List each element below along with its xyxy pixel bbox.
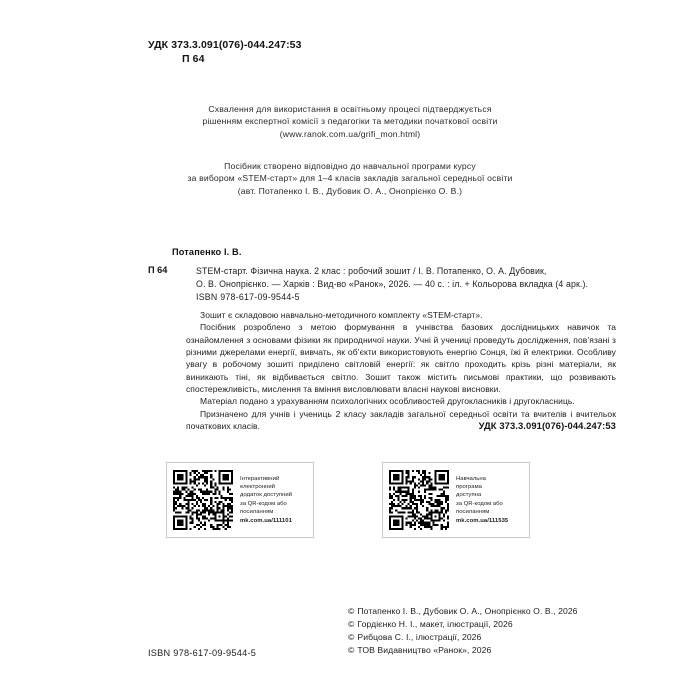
qr-code-icon[interactable] [173,470,233,530]
qr-text-line-3: додаток доступний [240,492,293,499]
bib-description-line-2: О. В. Онопрієнко. — Харків : Вид-во «Ранок», 2026. — 40 с. : іл. + Кольорова вкладка (4 арк.). [196,278,589,289]
annotation-text [186,309,616,432]
qr-panels [0,462,700,540]
copyright-symbol: © [348,645,355,656]
annotation-paragraph-4: Призначено для учнів і учениць 2 класу закладів загальної середньої освіти та вчителів і вчительок початкових класів. [186,408,616,432]
copyright-entry [348,605,578,618]
copyright-symbol: © [348,632,355,643]
bib-description-line-1: STEM-старт. Фізична наука. 2 клас : робочий зошит / І. В. Потапенко, О. А. Дубовик, [196,266,547,276]
copyright-entry-text: Гордієнко Н. І., макет, ілюстрації, 2026 [357,619,513,630]
qr-panel-text [240,475,292,525]
qr-panel-text [456,475,508,525]
program-note-line-1: Посібник створено відповідно до навчальної програми курсу [224,161,476,171]
copyright-entry-text: Рибцова С. І., ілюстрації, 2026 [357,632,482,643]
qr-text-line-3: доступна [456,492,482,499]
copyright-symbol: © [348,606,355,616]
qr-link[interactable]: mk.com.ua/111535 [456,517,509,524]
copyright-entry-text: ТОВ Видавництво «Ранок», 2026 [357,645,492,656]
annotation-paragraph-1: Зошит є складовою навчально-методичного комплекту «STEM-старт». [200,310,483,320]
qr-text-line-1: Навчальна [456,476,486,483]
qr-text-line-5: посиланням [240,508,274,515]
bib-author-heading: Потапенко І. В. [172,247,242,257]
approval-note-line-2: рішенням експертної комісії з педагогіки та методики початкової освіти [202,116,498,127]
qr-code-icon[interactable] [389,470,449,530]
copyright-block [348,605,578,657]
approval-note-link: (www.ranok.com.ua/grifi_mon.html) [279,128,421,139]
udk-number-footer: УДК 373.3.091(076)-044.247:53 [478,420,616,431]
copyright-entry-text: Потапенко І. В., Дубовик О. А., Онопрієнко О. В., 2026 [357,606,578,616]
program-note [0,160,700,197]
approval-note [0,103,700,140]
program-note-line-3: (авт. Потапенко І. В., Дубовик О. А., Онопрієнко О. В.) [237,185,463,196]
qr-link[interactable]: mk.com.ua/111101 [240,517,292,524]
program-note-line-2: за вибором «STEM-старт» для 1–4 класів закладів загальної середньої освіти [187,173,513,184]
qr-text-line-4: за QR-кодом або [456,500,503,507]
annotation-paragraph-2: Посібник розроблено з метою формування в учнівства базових дослідницьких навичок та ознайомлення з основами фізики як природничої науки. Учні й учениці проведуть дослідження, пов’язані з різними джерелами енергії, вивчать, як об’єкти використовують енергію Сонця, їжі й електрики. Особливу увагу в робочому зошиті приділено світловій енергії: як світло проходить крізь різні матеріали, як виникають тіні, як відбивається світло. Зошит також містить письмові практики, що розвивають спостережливість, мислення та вміння висловлювати власні наукові висновки. [186,322,616,395]
qr-text-line-5: посиланням [456,508,490,515]
udk-number: УДК 373.3.091(076)-044.247:53 [148,39,302,51]
udk-block [148,38,302,66]
copyright-entry [348,618,578,631]
qr-text-line-1: Інтерактивний [240,476,280,483]
copyright-entry [348,631,578,644]
copyright-symbol: © [348,619,355,630]
qr-panel-interactive-supplement[interactable] [166,462,314,538]
qr-panel-curriculum[interactable] [382,462,530,538]
approval-note-line-1: Схвалення для використання в освітньому процесі підтверджується [208,104,492,114]
qr-text-line-4: за QR-кодом або [240,500,287,507]
isbn-footer: ISBN 978-617-09-9544-5 [148,648,257,658]
qr-text-line-2: електронний [240,484,275,491]
bib-catalog-code: П 64 [148,265,168,275]
qr-text-line-2: програма [456,484,482,491]
copyright-entry [348,644,578,657]
bib-description [196,265,616,290]
annotation-paragraph-3: Матеріал подано з урахуванням психологічних особливостей другокласників і другокласниць. [200,396,575,407]
bib-isbn: ISBN 978-617-09-9544-5 [196,292,300,302]
catalog-code: П 64 [182,53,205,65]
